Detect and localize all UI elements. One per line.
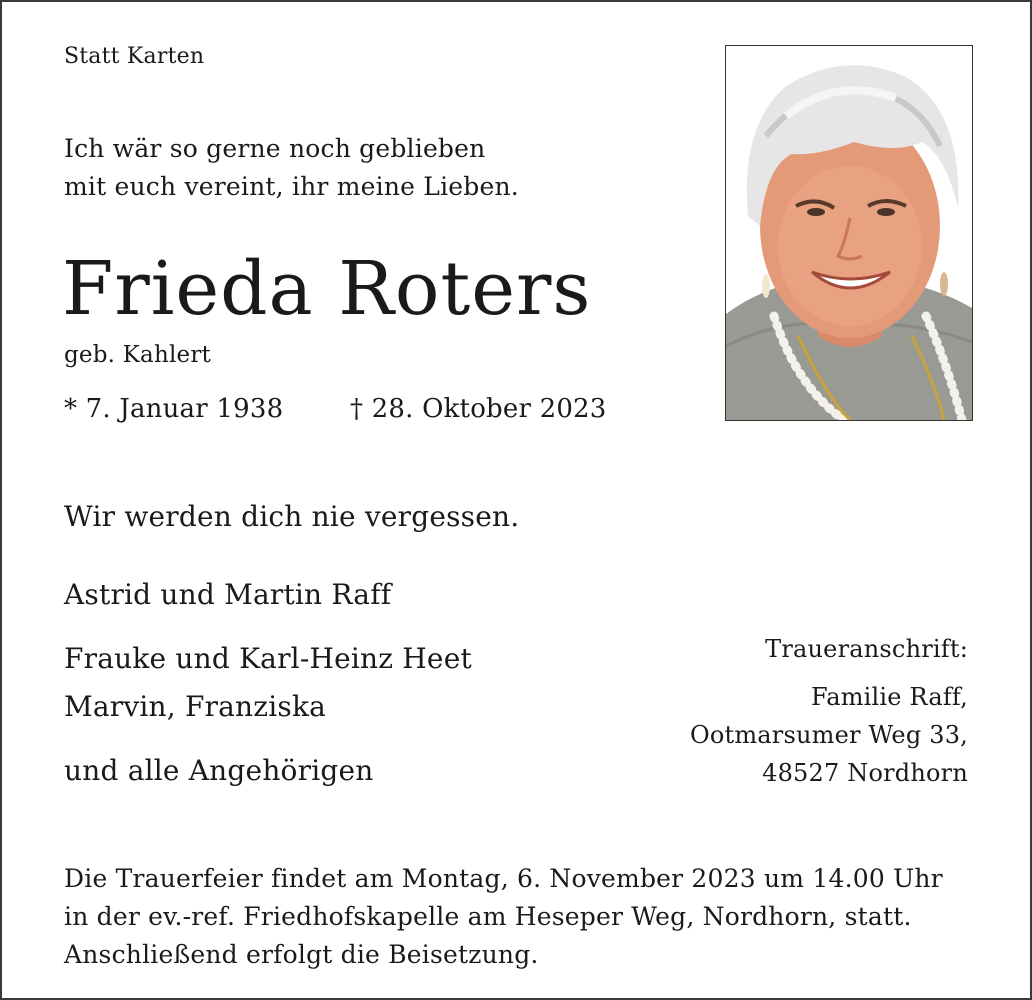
deceased-name: Frieda Roters xyxy=(62,246,592,332)
mourner-line-1: Astrid und Martin Raff xyxy=(64,578,392,611)
address-line-2: Ootmarsumer Weg 33, xyxy=(689,721,968,749)
verse-line-1: Ich wär so gerne noch geblieben xyxy=(64,134,486,163)
notice-line-2: in der ev.-ref. Friedhofskapelle am Heseper Weg, Nordhorn, statt. xyxy=(64,902,912,931)
birth-date: * 7. Januar 1938 xyxy=(64,394,284,424)
mourner-line-2: Frauke und Karl-Heinz Heet xyxy=(64,642,472,675)
farewell-line: Wir werden dich nie vergessen. xyxy=(64,500,520,533)
portrait-illustration xyxy=(726,46,972,420)
statt-karten-label: Statt Karten xyxy=(64,44,205,69)
portrait-photo xyxy=(725,45,973,421)
address-label: Traueranschrift: xyxy=(765,635,968,663)
notice-line-1: Die Trauerfeier findet am Montag, 6. November 2023 um 14.00 Uhr xyxy=(64,864,943,893)
address-line-3: 48527 Nordhorn xyxy=(762,759,968,787)
death-date: † 28. Oktober 2023 xyxy=(350,394,607,424)
verse-line-2: mit euch vereint, ihr meine Lieben. xyxy=(64,172,519,201)
birth-name: geb. Kahlert xyxy=(64,342,211,368)
notice-line-3: Anschließend erfolgt die Beisetzung. xyxy=(64,940,539,969)
mourner-line-3: Marvin, Franziska xyxy=(64,690,327,723)
address-line-1: Familie Raff, xyxy=(810,683,968,711)
mourner-line-4: und alle Angehörigen xyxy=(64,754,374,787)
